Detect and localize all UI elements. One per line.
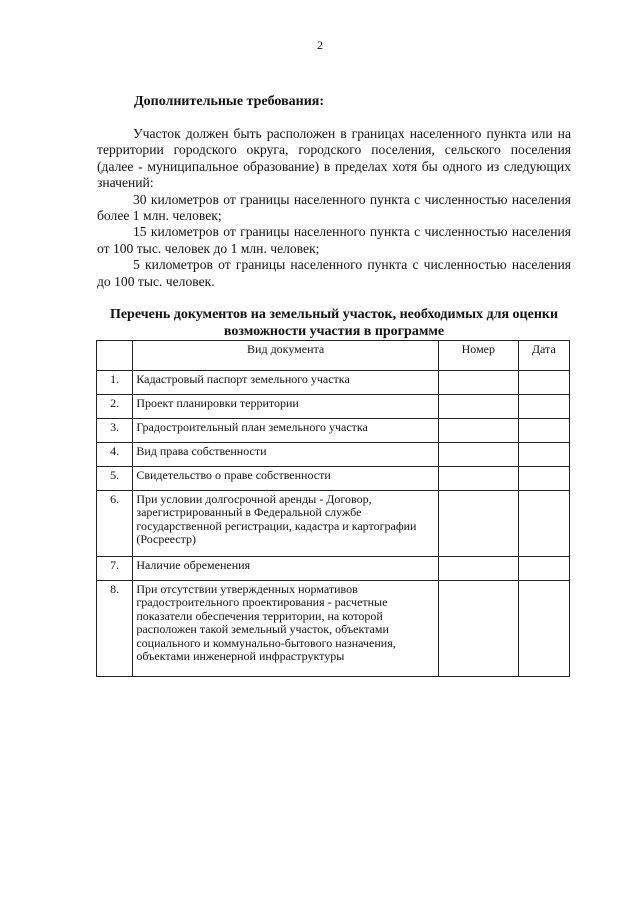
page-number: 2 [317,38,323,52]
header-doc-number: Номер [438,341,518,371]
row-document-name: Проект планировки территории [133,395,439,419]
header-document-type: Вид документа [133,341,439,371]
row-number: 2. [97,395,133,419]
paragraph-15km: 15 километров от границы населенного пункта с численностью населения от 100 тыс. человек до 1 млн. человек; [97,224,571,256]
row-doc-number-cell [438,491,518,557]
row-date-cell [518,371,569,395]
row-number: 8. [97,581,133,677]
row-doc-number-cell [438,371,518,395]
row-number: 3. [97,419,133,443]
row-date-cell [518,581,569,677]
row-document-name: Кадастровый паспорт земельного участка [133,371,439,395]
row-date-cell [518,467,569,491]
requirements-text [97,126,571,290]
row-date-cell [518,419,569,443]
row-document-name: Наличие обременения [133,557,439,581]
row-date-cell [518,395,569,419]
row-date-cell [518,557,569,581]
row-doc-number-cell [438,419,518,443]
row-number: 6. [97,491,133,557]
header-number-cell [97,341,133,371]
row-date-cell [518,443,569,467]
row-document-name: При отсутствии утвержденных нормативов градостроительного проектирования - расчетные показатели обеспечения территории, на которой расположен такой земельный участок, объектами социального и коммунально-бытового назначения, объектами инженерной инфраструктуры [133,581,439,677]
table-header-row [97,341,570,371]
documents-table [96,340,570,677]
header-date: Дата [518,341,569,371]
row-doc-number-cell [438,581,518,677]
row-document-name: Вид права собственности [133,443,439,467]
row-doc-number-cell [438,443,518,467]
table-row [97,419,570,443]
table-row [97,491,570,557]
paragraph-5km: 5 километров от границы населенного пункта с численностью населения до 100 тыс. человек. [97,257,571,289]
table-row [97,581,570,677]
table-title: Перечень документов на земельный участок, необходимых для оценки возможности участия в программе [109,307,559,339]
table-row [97,395,570,419]
paragraph-location: Участок должен быть расположен в границах населенного пункта или на территории городского округа, городского поселения, сельского поселения (далее - муниципальное образование) в пределах хотя бы одного из следующих значений: [97,126,571,191]
paragraph-30km: 30 километров от границы населенного пункта с численностью населения более 1 млн. человек; [97,191,571,224]
row-number: 5. [97,467,133,491]
row-date-cell [518,491,569,557]
row-number: 1. [97,371,133,395]
table-row [97,557,570,581]
row-number: 7. [97,557,133,581]
row-doc-number-cell [438,467,518,491]
row-doc-number-cell [438,557,518,581]
table-row [97,467,570,491]
row-document-name: При условии долгосрочной аренды - Договор, зарегистрированный в Федеральной службе государственной регистрации, кадастра и картографии (Росреестр) [133,491,439,557]
row-doc-number-cell [438,395,518,419]
table-row [97,371,570,395]
section-heading: Дополнительные требования: [134,94,325,109]
table-row [97,443,570,467]
row-document-name: Свидетельство о праве собственности [133,467,439,491]
row-number: 4. [97,443,133,467]
row-document-name: Градостроительный план земельного участка [133,419,439,443]
